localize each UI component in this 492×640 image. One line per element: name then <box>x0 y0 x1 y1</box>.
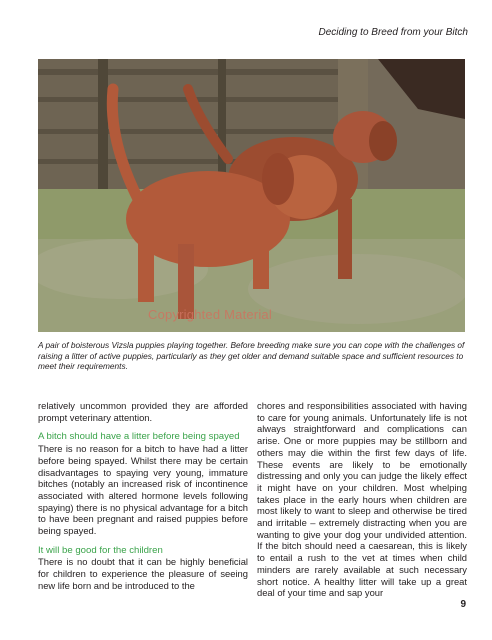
watermark-text: Copyrighted Material <box>148 307 272 322</box>
figure-caption: A pair of boisterous Vizsla puppies playing together. Before breeding make sure you can cope with the challenges of raising a litter of active puppies, particularly as they get older and demand suitable space and sufficient resources to meet their requirements. <box>38 340 465 371</box>
running-head: Deciding to Breed from your Bitch <box>318 27 468 38</box>
paragraph: There is no reason for a bitch to have had a litter before being spayed. Whilst there may be certain disadvantages to spaying very young, immature bitches (notably an increased risk of incontinence associated with altered hormone levels following spaying) there is no physical advantage for a bitch to have been pregnant and raised puppies before being spayed. <box>38 443 248 537</box>
puppies-illustration <box>38 59 465 332</box>
subheading: It will be good for the children <box>38 544 163 556</box>
subheading: A bitch should have a litter before being spayed <box>38 431 240 443</box>
left-column <box>38 400 248 592</box>
page-number: 9 <box>460 599 466 610</box>
right-column <box>257 400 467 599</box>
puppies-photo <box>38 59 465 332</box>
paragraph: chores and responsibilities associated with having to care for young animals. Unfortunately life is not always straightforward and complications can arise. One or more puppies may be stillborn and others may die within the first few days of life. These events are likely to be emotionally distressing and only you can judge the likely effect it might have on your children. Most whelping takes place in the early hours when children are most likely to want to sleep and otherwise be tired and irritable – extremely distracting when you are wanting to give your dog your undivided attention. If the bitch should need a caesarean, this is likely to entail a rush to the vet at times when child minders are rarely available at such necessary short notice. A healthy litter will take up a great deal of your time and sap your <box>257 400 467 599</box>
paragraph: There is no doubt that it can be highly beneficial for children to experience the pleasure of seeing new life born and be introduced to the <box>38 556 248 591</box>
paragraph: relatively uncommon provided they are afforded prompt veterinary attention. <box>38 400 248 423</box>
